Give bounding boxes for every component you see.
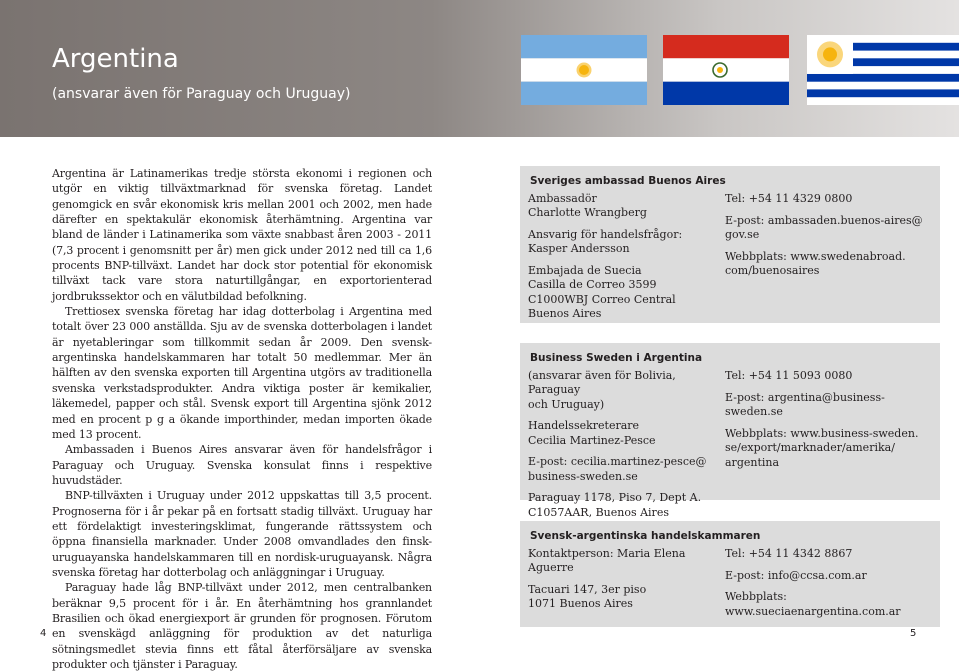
chamber-left-column: [528, 547, 723, 612]
business-sweden-box: [520, 343, 940, 519]
address-line: C1000WBJ Correo Central: [528, 292, 676, 306]
body-paragraph: Ambassaden i Buenos Aires ansvarar även för handelsfrågor i Paraguay och Uruguay. Svenska konsulat finns i respektive huvudstäder.: [52, 443, 432, 487]
business-right-column: [725, 369, 925, 470]
address-line: 1071 Buenos Aires: [528, 597, 633, 610]
contact-name: Kasper Andersson: [528, 242, 630, 255]
paraguay-flag-icon: [663, 35, 789, 105]
address-line: Tacuari 147, 3er piso: [528, 582, 647, 596]
page-subtitle: (ansvarar även för Paraguay och Uruguay): [52, 86, 351, 102]
body-paragraph: Paraguay hade låg BNP-tillväxt under 2012, men centralbanken beräknar 9,5 procent för i år. En återhämtning hos grannlandet Brasilien och ökad energiexport är grunden för prognosen. Förutom en svenskägd anläggning för produktion av det naturliga sötningsmedlet stevia finns ett fåtal återförsäljare av svenska produkter och tjänster i Paraguay.: [52, 581, 432, 671]
note-line: (ansvarar även för Bolivia, Paraguay: [528, 368, 676, 396]
address-line: Casilla de Correo 3599: [528, 278, 657, 291]
website-line[interactable]: www.sueciaenargentina.com.ar: [725, 604, 901, 618]
website-line-cont[interactable]: se/export/marknader/amerika/: [725, 441, 895, 454]
box-title: Sveriges ambassad Buenos Aires: [530, 175, 726, 187]
business-left-column: [528, 369, 723, 521]
body-paragraph: BNP-tillväxten i Uruguay under 2012 uppskattas till 3,5 procent. Prognoserna för i år pekar på en fortsatt stadig tillväxt. Uruguay har ett fördelaktigt investeringsklimat, fungerande rättssystem och öppna finansiella marknader. Under 2008 omvandlades den finsk-uruguayanska handelskammaren till en nordisk-uruguayansk. Några svenska företag har dotterbolag och anläggningar i Uruguay.: [52, 489, 432, 579]
chamber-of-commerce-box: [520, 521, 940, 627]
article-body: [52, 166, 432, 672]
address-line: Buenos Aires: [528, 307, 602, 320]
website-line[interactable]: Webbplats: www.business-sweden.: [725, 426, 919, 440]
role-label: Ansvarig för handelsfrågor:: [528, 227, 683, 241]
email-line-cont[interactable]: business-sweden.se: [528, 469, 638, 483]
embassy-left-column: [528, 192, 723, 322]
website-line-cont[interactable]: com/buenosaires: [725, 264, 820, 277]
address-line: Paraguay 1178, Piso 7, Dept A.: [528, 491, 702, 504]
contact-person: Kontaktperson: Maria Elena Aguerre: [528, 546, 686, 574]
website-line-cont[interactable]: argentina: [725, 455, 780, 469]
chamber-right-column: [725, 547, 925, 619]
body-paragraph: Trettiosex svenska företag har idag dotterbolag i Argentina med totalt över 23 000 anställda. Sju av de svenska dotterbolagen i landet är nyetableringar som tillkommit sedan år 2009. Den svensk-argentinska handelskammaren har totalt 50 medlemmar. Mer än hälften av den svenska exporten till Argentina utgörs av traditionella svenska verkstadsprodukter. Andra viktiga poster är kemikalier, läkemedel, papper och stål. Svensk export till Argentina sjönk 2012 med en procent p g a ökande importhinder, medan importen ökade med 13 procent.: [52, 305, 432, 441]
uruguay-flag-icon: [807, 35, 959, 105]
body-paragraph: Argentina är Latinamerikas tredje största ekonomi i regionen och utgör en viktig tillväxtmarknad för svenska företag. Landet genomgick en svår ekonomisk kris mellan 2001 och 2002, men hade därefter en spektakulär ekonomisk återhämtning. Argentina var bland de länder i Latinamerika som växte snabbast åren 2003 - 2011 (7,3 procent i genomsnitt per år) men gick under 2012 ned till ca 1,6 procents BNP-tillväxt. Landet har dock stor potential för ekonomisk tillväxt tack vare stora naturtillgångar, en exportorienterad jordbrukssektor och en välutbildad befolkning.: [52, 167, 432, 303]
website-label: Webbplats:: [725, 590, 787, 603]
note-line: och Uruguay): [528, 397, 605, 411]
contact-name: Charlotte Wrangberg: [528, 206, 647, 219]
phone-line: Tel: +54 11 4329 0800: [725, 192, 853, 205]
email-line[interactable]: E-post: cecilia.martinez-pesce@: [528, 455, 707, 468]
role-label: Handelssekreterare: [528, 419, 640, 432]
phone-line: Tel: +54 11 5093 0080: [725, 369, 853, 382]
phone-line: Tel: +54 11 4342 8867: [725, 547, 853, 560]
box-title: Business Sweden i Argentina: [530, 352, 703, 364]
email-line-cont[interactable]: gov.se: [725, 228, 760, 241]
role-label: Ambassadör: [528, 191, 597, 205]
email-line[interactable]: E-post: argentina@business-sweden.se: [725, 390, 885, 418]
website-line[interactable]: Webbplats: www.swedenabroad.: [725, 249, 906, 263]
box-title: Svensk-argentinska handelskammaren: [530, 530, 761, 542]
header-banner: [0, 0, 959, 137]
argentina-flag-icon: [521, 35, 647, 105]
email-line[interactable]: E-post: ambassaden.buenos-aires@: [725, 213, 923, 227]
address-line: Embajada de Suecia: [528, 263, 642, 277]
embassy-right-column: [725, 192, 925, 279]
page-number-right: 5: [910, 628, 917, 639]
page-title: Argentina: [52, 44, 179, 74]
embassy-contact-box: [520, 166, 940, 323]
contact-name: Cecilia Martinez-Pesce: [528, 433, 656, 447]
address-line: C1057AAR, Buenos Aires: [528, 505, 669, 519]
page-number-left: 4: [40, 628, 47, 639]
email-line[interactable]: E-post: info@ccsa.com.ar: [725, 568, 867, 582]
